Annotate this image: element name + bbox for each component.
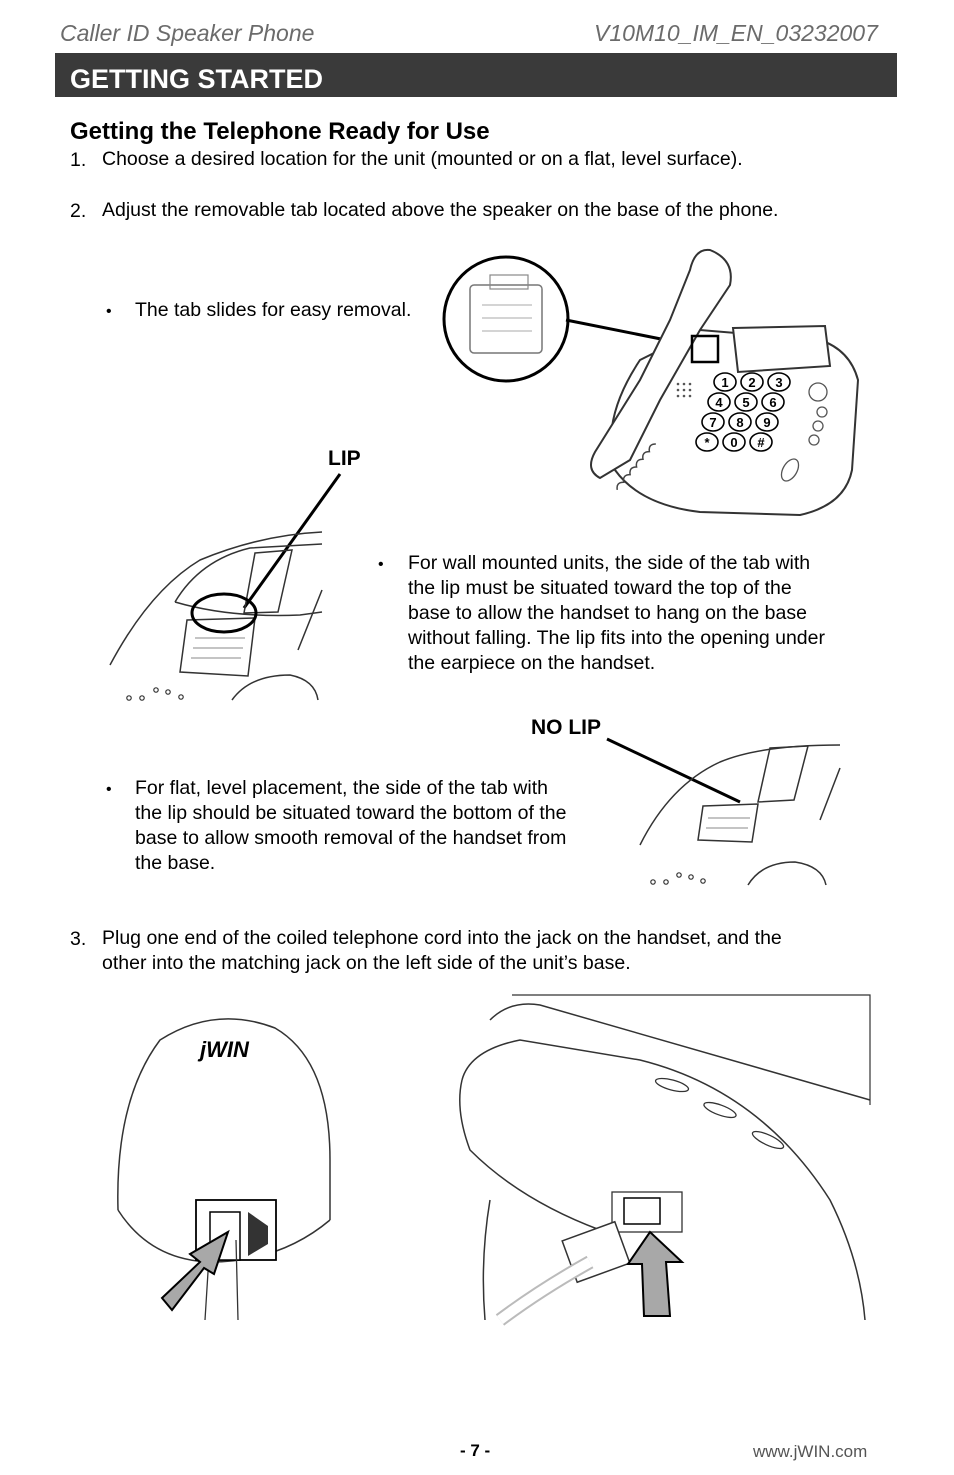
step-text: Plug one end of the coiled telephone cord into the jack on the handset, and the other into the matching jack on the left side of the unit’s base. [102, 927, 782, 974]
bullet: • [106, 781, 112, 798]
keypad-key-label: 5 [742, 395, 750, 410]
keypad-key-label: 2 [748, 375, 756, 390]
document-code: V10M10_IM_EN_03232007 [594, 20, 878, 46]
step-text: Choose a desired location for the unit (mounted or on a flat, level surface). [102, 148, 743, 170]
subsection-title: Getting the Telephone Ready for Use [70, 118, 490, 145]
keypad-key-label: 8 [736, 415, 744, 430]
keypad-key-label: 3 [775, 375, 783, 390]
bullet-text: The tab slides for easy removal. [135, 299, 412, 321]
section-title: GETTING STARTED [70, 64, 323, 94]
bullet-text-flat: For flat, level placement, the side of the tab with the lip should be situated toward the bottom of the base to allow smooth removal of the handset from the base. [135, 777, 567, 874]
step-text: Adjust the removable tab located above the speaker on the base of the phone. [102, 199, 779, 221]
keypad-key-label: 6 [769, 395, 777, 410]
jwin-logo-text: jWIN [200, 1037, 249, 1062]
page-number: - 7 - [460, 1441, 491, 1460]
step-number: 1. [70, 149, 87, 171]
website-link[interactable]: www.jWIN.com [753, 1442, 868, 1461]
bullet-text-wall: For wall mounted units, the side of the tab with the lip must be situated toward the top of the base to allow the handset to hang on the base without falling. The lip fits into the opening under the earpiece on the handset. [408, 552, 825, 674]
keypad-key-label: 9 [763, 415, 771, 430]
keypad-key-label: 0 [730, 435, 738, 450]
bullet: • [106, 303, 112, 320]
keypad-key-label: # [757, 435, 765, 450]
keypad-key-label: * [704, 435, 710, 450]
document-title: Caller ID Speaker Phone [60, 20, 315, 46]
step-number: 2. [70, 200, 87, 222]
no-lip-label: NO LIP [531, 716, 602, 739]
bullet: • [378, 556, 384, 573]
keypad-key-label: 4 [715, 395, 723, 410]
lip-label: LIP [328, 447, 361, 470]
keypad-key-label: 1 [721, 375, 729, 390]
keypad-key-label: 7 [709, 415, 717, 430]
step-number: 3. [70, 928, 87, 950]
